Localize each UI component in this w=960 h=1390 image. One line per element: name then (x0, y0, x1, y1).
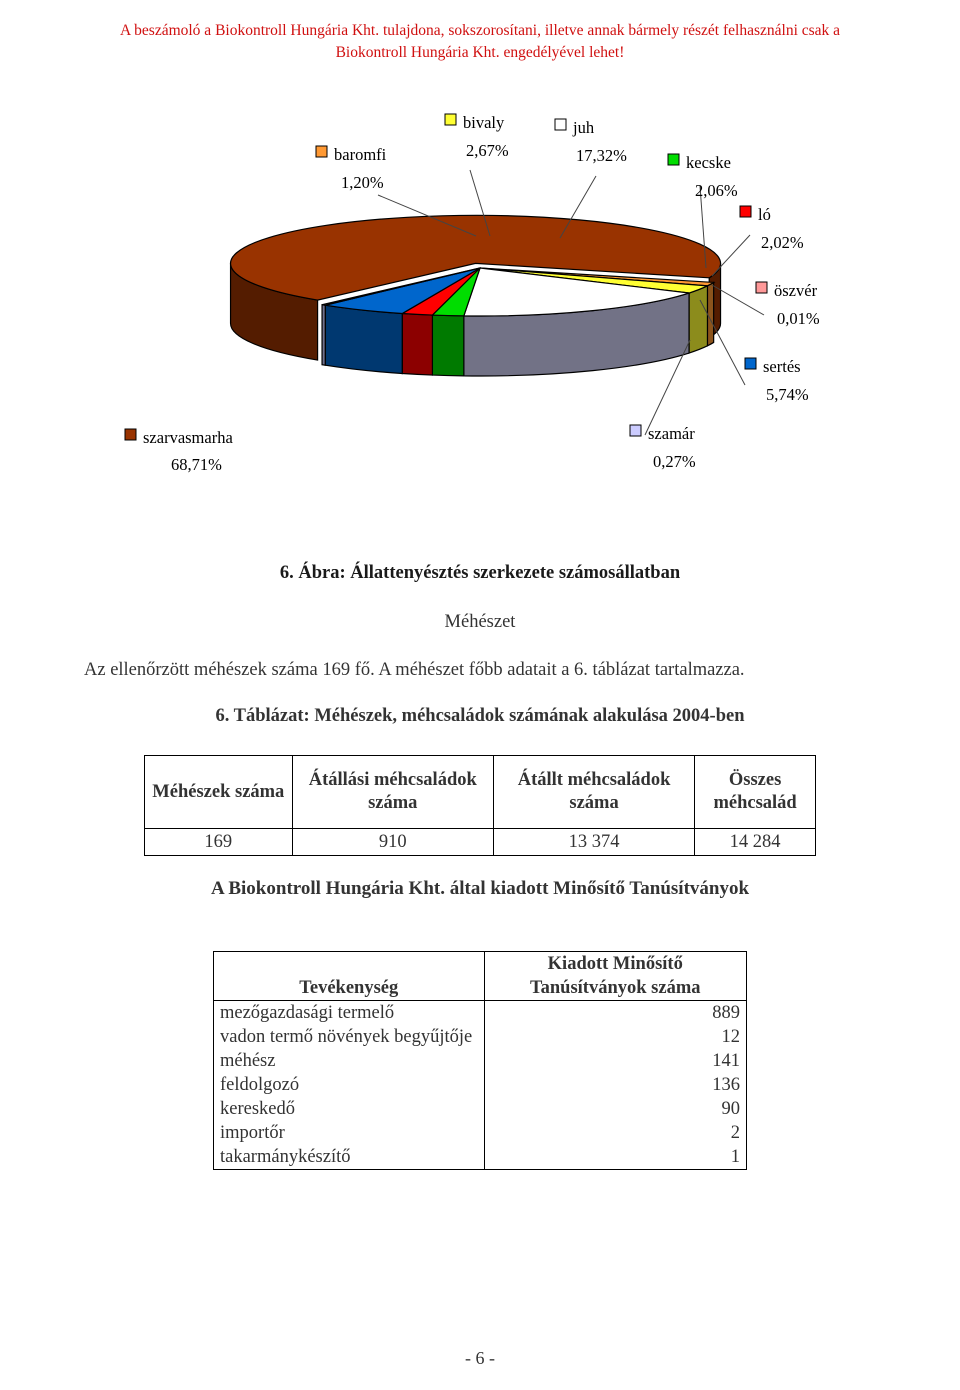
activity-cell: importőr (214, 1121, 485, 1145)
header-cell: Tevékenység (214, 952, 485, 1001)
activity-cell: méhész (214, 1049, 485, 1073)
slice-label: baromfi (334, 145, 387, 164)
activity-cell: kereskedő (214, 1097, 485, 1121)
table-cell: 13 374 (493, 829, 694, 856)
table-row (214, 1121, 747, 1145)
pie-slice-side (325, 305, 402, 373)
count-cell: 1 (484, 1145, 747, 1170)
slice-label: szarvasmarha (143, 428, 233, 447)
legend-key (316, 146, 327, 157)
legend-key (745, 358, 756, 369)
activity-cell: feldolgozó (214, 1073, 485, 1097)
slice-value-label: 0,27% (653, 452, 696, 471)
slice-label: sertés (763, 357, 801, 376)
certificates-title: A Biokontroll Hungária Kht. által kiadott Minősítő Tanúsítványok (210, 878, 750, 899)
table-cell: 910 (292, 829, 493, 856)
count-cell: 12 (484, 1025, 747, 1049)
slice-value-label: 2,06% (695, 181, 738, 200)
legend-key (125, 429, 136, 440)
table-header-row (145, 756, 816, 829)
legend-key (740, 206, 751, 217)
section-title: Méhészet (444, 612, 516, 632)
table-row (214, 1001, 747, 1026)
slice-value-label: 17,32% (576, 146, 627, 165)
count-cell: 141 (484, 1049, 747, 1073)
header-cell: Kiadott Minősítő Tanúsítványok száma (484, 952, 747, 1001)
slice-value-label: 68,71% (171, 455, 222, 474)
table-row (214, 1073, 747, 1097)
table-header-row (214, 952, 747, 1001)
table-cell: 169 (145, 829, 293, 856)
slice-value-label: 2,67% (466, 141, 509, 160)
slice-label: bivaly (463, 113, 505, 132)
legend-key (668, 154, 679, 165)
activity-cell: vadon termő növények begyűjtője (214, 1025, 485, 1049)
table-cell: 14 284 (695, 829, 816, 856)
header-cell: Összes méhcsalád (695, 756, 816, 829)
activity-cell: takarmánykészítő (214, 1145, 485, 1170)
pie-slice-side (402, 314, 432, 376)
figure-caption: 6. Ábra: Állattenyésztés szerkezete számosállatban (279, 563, 681, 583)
slice-value-label: 2,02% (761, 233, 804, 252)
table-caption: 6. Táblázat: Méhészek, méhcsaládok számának alakulása 2004-ben (215, 706, 745, 726)
legend-key (630, 425, 641, 436)
slice-label: szamár (648, 424, 695, 443)
slice-value-label: 5,74% (766, 385, 809, 404)
header-cell: Átállt méhcsaládok száma (493, 756, 694, 829)
header-line-1: A beszámoló a Biokontroll Hungária Kht. tulajdona, sokszorosítani, illetve annak bármely részét felhasználni csak a (119, 22, 841, 39)
legend-key (555, 119, 566, 130)
activity-cell: mezőgazdasági termelő (214, 1001, 485, 1026)
legend-key (756, 282, 767, 293)
certificates-table (213, 951, 747, 1170)
table-row (214, 1025, 747, 1049)
table-row (214, 1049, 747, 1073)
pie-slice-side (707, 282, 713, 345)
count-cell: 889 (484, 1001, 747, 1026)
table-row (214, 1097, 747, 1121)
slice-label: ló (758, 205, 771, 224)
legend-key (445, 114, 456, 125)
pie-slice-side (432, 315, 463, 376)
body-paragraph: Az ellenőrzött méhészek száma 169 fő. A méhészet főbb adatait a 6. táblázat tartalmazza. (84, 660, 745, 680)
slice-label: kecske (686, 153, 731, 172)
table-row (214, 1145, 747, 1170)
count-cell: 136 (484, 1073, 747, 1097)
header-line-2: Biokontroll Hungária Kht. engedélyével lehet! (335, 44, 625, 61)
header-cell: Átállási méhcsaládok száma (292, 756, 493, 829)
count-cell: 2 (484, 1121, 747, 1145)
count-cell: 90 (484, 1097, 747, 1121)
pie-chart (0, 0, 960, 500)
pie-slice-side (689, 286, 707, 353)
beekeeping-table (144, 755, 816, 856)
slice-label: öszvér (774, 281, 818, 300)
slice-label: juh (573, 118, 595, 137)
pie-slice-side (322, 305, 325, 366)
slice-value-label: 0,01% (777, 309, 820, 328)
header-cell: Méhészek száma (145, 756, 293, 829)
slice-value-label: 1,20% (341, 173, 384, 192)
table-row (145, 829, 816, 856)
page-number: - 6 - (465, 1348, 495, 1368)
